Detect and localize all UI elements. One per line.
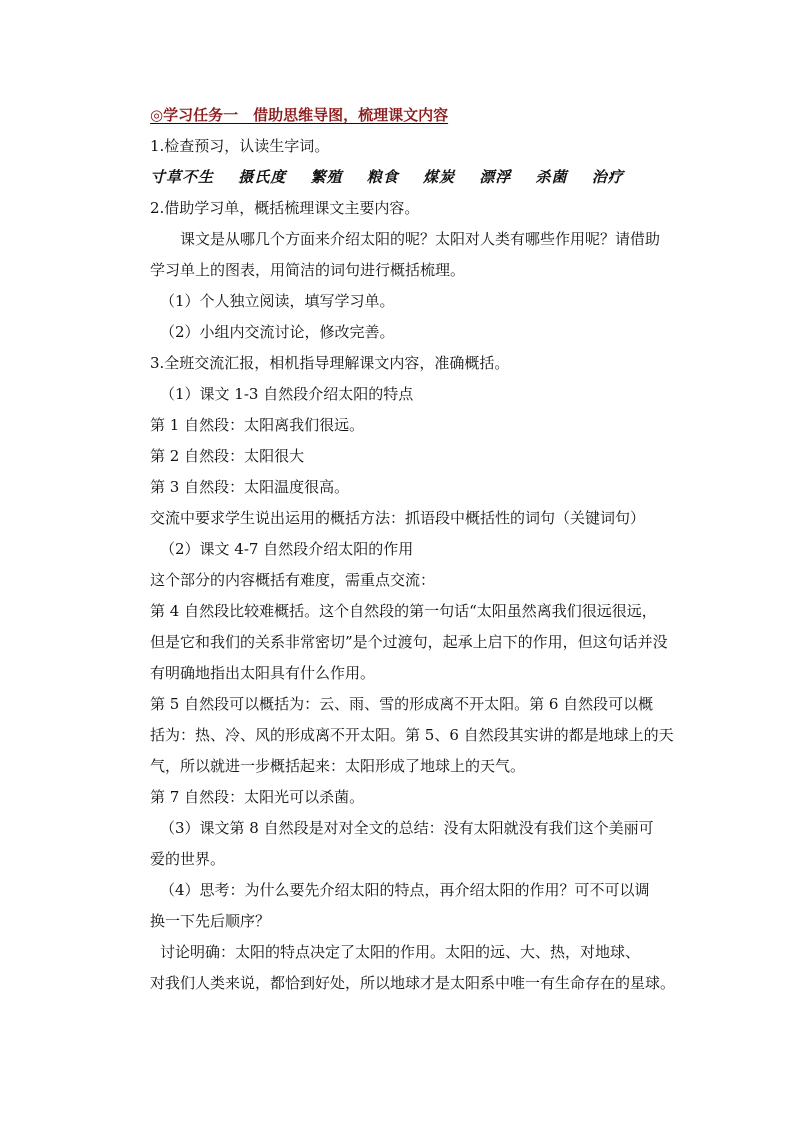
question-line-2: 学习单上的图表，用简洁的词句进行概括梳理。 (150, 261, 466, 279)
vocab-word: 寸草不生 (150, 168, 215, 186)
step-3: 3.全班交流汇报，相机指导理解课文内容，准确概括。 (150, 354, 510, 372)
vocab-word: 杀菌 (535, 168, 568, 186)
discussion-line-2: 对我们人类来说，都恰到好处，所以地球才是太阳系中唯一有生命存在的星球。 (150, 974, 676, 992)
part-1-heading: （1）课文 1-3 自然段介绍太阳的特点 (160, 385, 414, 403)
para-5-line-1: 第 5 自然段可以概括为：云、雨、雪的形成离不开太阳。第 6 自然段可以概 (150, 695, 654, 713)
para-5-line-2: 括为：热、冷、风的形成离不开太阳。第 5、6 自然段其实讲的都是地球上的天 (150, 726, 674, 744)
para-7: 第 7 自然段：太阳光可以杀菌。 (150, 788, 365, 806)
part-2-heading: （2）课文 4-7 自然段介绍太阳的作用 (160, 540, 414, 558)
vocab-word: 漂浮 (479, 168, 512, 186)
part-3-line-2: 爱的世界。 (150, 850, 226, 868)
part-2-intro: 这个部分的内容概括有难度，需重点交流： (150, 571, 436, 589)
part-1-para-2: 第 2 自然段：太阳很大 (150, 447, 305, 465)
task-title: ◎学习任务一 借助思维导图，梳理课文内容 (150, 106, 449, 124)
step-2: 2.借助学习单，概括梳理课文主要内容。 (150, 199, 420, 217)
vocab-word: 治疗 (591, 168, 624, 186)
vocab-word: 煤炭 (423, 168, 456, 186)
discussion-line-1: 讨论明确：太阳的特点决定了太阳的作用。太阳的远、大、热，对地球、 (160, 943, 641, 961)
part-3-line-1: （3）课文第 8 自然段是对对全文的总结：没有太阳就没有我们这个美丽可 (160, 819, 654, 837)
vocab-word: 繁殖 (310, 168, 343, 186)
para-4-line-3: 有明确地指出太阳具有什么作用。 (150, 664, 376, 682)
para-4-line-1: 第 4 自然段比较难概括。这个自然段的第一句话“太阳虽然离我们很远很远， (150, 602, 657, 620)
part-4-line-1: （4）思考：为什么要先介绍太阳的特点，再介绍太阳的作用？可不可以调 (160, 881, 650, 899)
para-5-line-3: 气，所以就进一步概括起来：太阳形成了地球上的天气。 (150, 757, 526, 775)
para-4-line-2: 但是它和我们的关系非常密切”是个过渡句，起承上启下的作用，但这句话并没 (150, 633, 668, 651)
substep-1: （1）个人独立阅读，填写学习单。 (160, 292, 395, 310)
step-1: 1.检查预习，认读生字词。 (150, 137, 330, 155)
part-4-line-2: 换一下先后顺序？ (150, 912, 271, 930)
substep-2: （2）小组内交流讨论，修改完善。 (160, 323, 395, 341)
vocab-word: 摄氏度 (238, 168, 287, 186)
question-line-1: 课文是从哪几个方面来介绍太阳的呢？太阳对人类有哪些作用呢？请借助 (180, 230, 661, 248)
part-1-para-3: 第 3 自然段：太阳温度很高。 (150, 478, 350, 496)
vocab-word: 粮食 (366, 168, 399, 186)
vocabulary-list (150, 162, 690, 193)
part-1-para-1: 第 1 自然段：太阳离我们很远。 (150, 416, 365, 434)
document-page (150, 100, 690, 999)
part-1-method: 交流中要求学生说出运用的概括方法：抓语段中概括性的词句（关键词句） (150, 509, 646, 527)
